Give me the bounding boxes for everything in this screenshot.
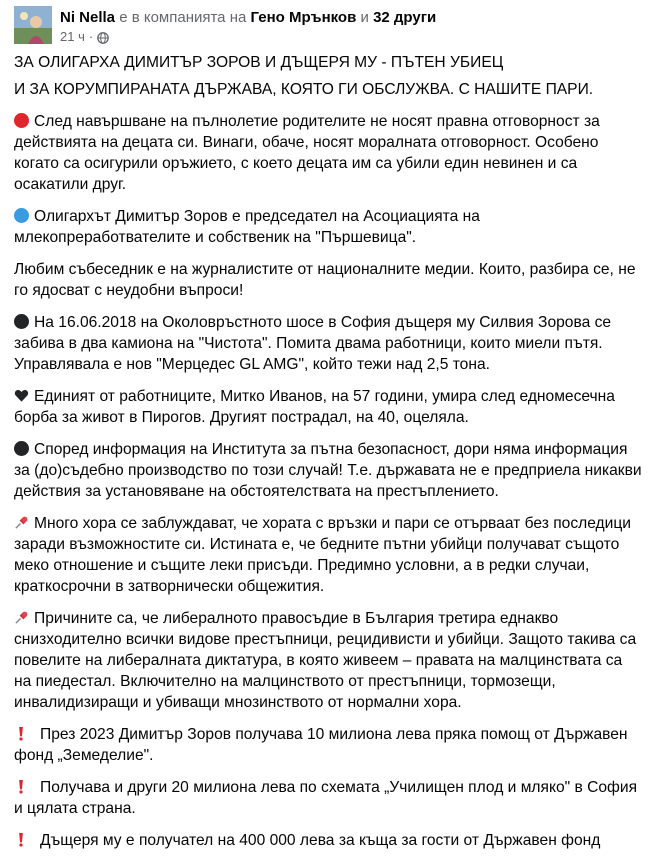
blue-circle-emoji [14, 208, 29, 223]
post-meta [60, 28, 644, 46]
paragraph-5 [14, 386, 642, 428]
paragraph-2-text: Олигархът Димитър Зоров е председател на Асоциацията на млекопреработвателите и собственик на "Пършевица". [14, 208, 480, 246]
paragraph-9-text: През 2023 Димитър Зоров получава 10 милиона лева пряка помощ от Държавен фонд „Земеделие". [14, 726, 628, 764]
and-text: и [360, 9, 369, 26]
black-circle-emoji [14, 314, 29, 329]
paragraph-2 [14, 206, 642, 248]
post-header [14, 6, 644, 54]
pushpin-emoji [14, 610, 29, 625]
globe-icon[interactable] [97, 31, 109, 43]
paragraph-4-text: На 16.06.2018 на Околовръстното шосе в София дъщеря му Силвия Зорова се забива в два камиона на "Чистота". Помита двама работници, които миели пътя. Управлявала е нов "Мерцедес GL AMG", който тежи над 2,5 тона. [14, 314, 612, 373]
paragraph-8 [14, 608, 642, 713]
meta-separator: · [88, 29, 94, 44]
post-time[interactable]: 21 ч [60, 29, 85, 44]
tagged-others[interactable]: 32 други [373, 9, 437, 26]
paragraph-7 [14, 513, 642, 597]
author-avatar[interactable] [14, 6, 52, 44]
paragraph-5-text: Единият от работниците, Митко Иванов, на 57 години, умира след едномесечна борба за живот в Пирогов. Другият пострадал, на 40, оцеляла. [14, 388, 615, 426]
paragraph-11 [14, 830, 642, 851]
red-circle-emoji [14, 113, 29, 128]
post-title-line-2: И ЗА КОРУМПИРАНАТА ДЪРЖАВА, КОЯТО ГИ ОБСЛУЖВА. С НАШИТЕ ПАРИ. [14, 81, 594, 98]
paragraph-10-text: Получава и други 20 милиона лева по схемата „Училищен плод и мляко" в София и цялата страна. [14, 779, 638, 817]
paragraph-6-text: Според информация на Института за пътна безопасност, дори няма информация за (до)съдебно производство по този случай! Т.е. държавата не е предприела никакви действия за установяване на обстоятелствата на престъплението. [14, 441, 642, 500]
paragraph-4 [14, 312, 642, 375]
author-line [60, 8, 644, 27]
exclamation-emoji [16, 779, 26, 794]
black-circle-emoji [14, 441, 29, 456]
post-title-line-1: ЗА ОЛИГАРХА ДИМИТЪР ЗОРОВ И ДЪЩЕРЯ МУ - ПЪТЕН УБИЕЦ [14, 54, 504, 71]
exclamation-emoji [16, 726, 26, 741]
header-text [60, 8, 644, 46]
tagged-person[interactable]: Гено Мрънков [250, 9, 357, 26]
paragraph-1 [14, 111, 642, 195]
black-heart-emoji [14, 388, 29, 403]
exclamation-emoji [16, 832, 26, 847]
paragraph-6 [14, 439, 642, 502]
paragraph-9 [14, 724, 642, 766]
paragraph-3: Любим събеседник е на журналистите от националните медии. Които, разбира се, не го ядосват с неудобни въпроси! [14, 261, 636, 299]
paragraph-1-text: След навършване на пълнолетие родителите не носят правна отговорност за действията на децата си. Винаги, обаче, носят моралната отговорност. Особено когато са осигурили оръжието, с което децата им са убили един невинен и са осакатили друг. [14, 113, 600, 193]
author-name[interactable]: Ni Nella [60, 9, 116, 26]
paragraph-10 [14, 777, 642, 819]
with-text: е в компанията на [119, 9, 247, 26]
post-content [14, 52, 642, 862]
paragraph-7-text: Много хора се заблуждават, че хората с връзки и пари се отърваат без последици заради възможностите си. Истината е, че бедните пътни убийци получават същото меко отношение и същите леки присъди. Предимно условни, а в редки случаи, краткосрочни в затворнически общежития. [14, 515, 631, 595]
paragraph-8-text: Причините са, че либералното правосъдие в България третира еднакво снизходително всички видове престъпници, рецидивисти и убийци. Защото такива са повелите на либералната диктатура, в която живеем – правата на малцинствата са на пиедестал. Включително на малцинството от престъпници, тормозещи, инвалидизиращи и убиващи мнозинството от нормални хора. [14, 610, 637, 711]
pushpin-emoji [14, 515, 29, 530]
paragraph-11-text: Дъщеря му е получател на 400 000 лева за къща за гости от Държавен фонд [40, 832, 601, 849]
